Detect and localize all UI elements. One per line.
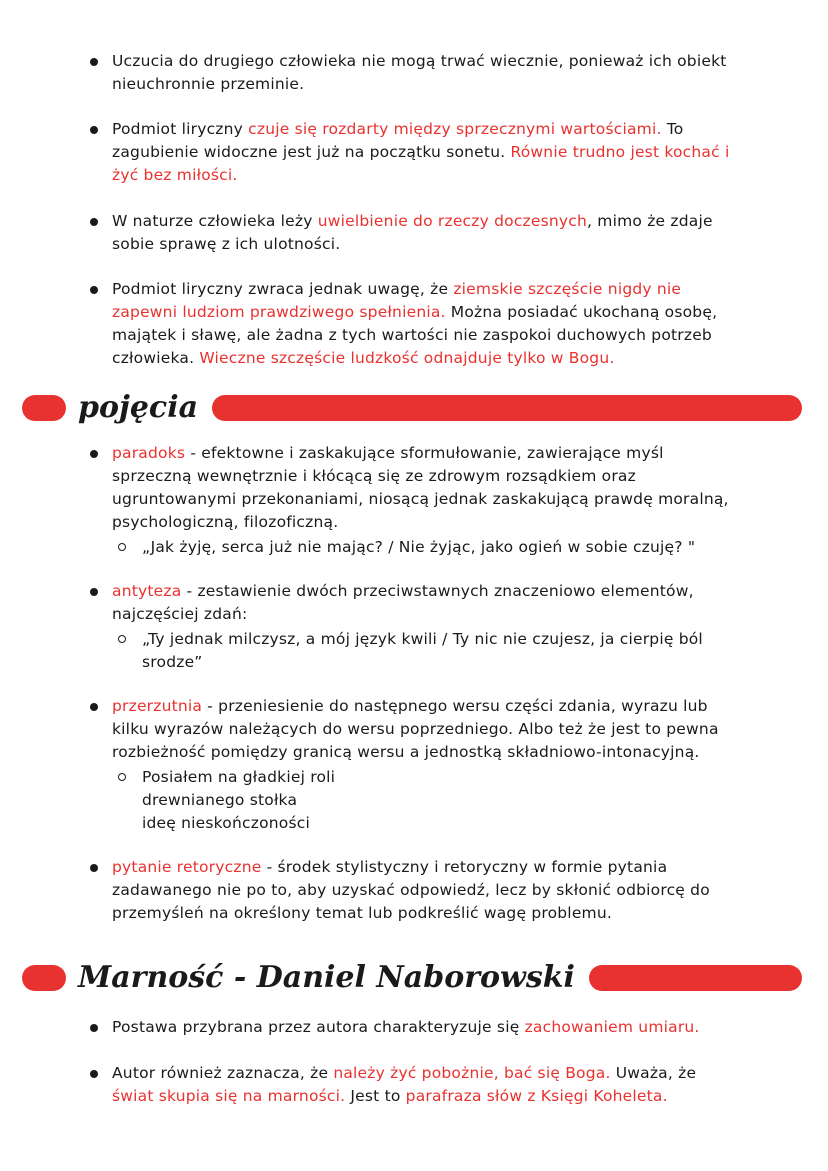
term-item	[90, 442, 738, 559]
term-name: paradoks	[112, 444, 186, 462]
term-item	[90, 580, 738, 674]
bullet-icon	[90, 286, 98, 294]
term-definition: antyteza - zestawienie dwóch przeciwstawnych znaczeniowo elementów, najczęściej zdań:	[112, 582, 694, 623]
bullet-icon	[90, 218, 98, 226]
circle-bullet-icon	[118, 773, 126, 781]
note-text: Autor również zaznacza, że należy żyć pobożnie, bać się Boga. Uważa, że świat skupia się na marności. Jest to parafraza słów z Księgi Koheleta.	[112, 1064, 697, 1105]
note-item	[90, 1016, 738, 1039]
bullet-icon	[90, 588, 98, 596]
term-definition: pytanie retoryczne - środek stylistyczny i retoryczny w formie pytania zadawanego nie po to, aby uzyskać odpowiedź, lecz by skłonić odbiorcę do przemyśleń na określony temat lub podkreślić wagę problemu.	[112, 858, 710, 922]
bullet-icon	[90, 864, 98, 872]
bullet-icon	[90, 1070, 98, 1078]
circle-bullet-icon	[118, 543, 126, 551]
bullet-icon	[90, 450, 98, 458]
heading-pill-decoration	[22, 395, 66, 421]
note-text: W naturze człowieka leży uwielbienie do rzeczy doczesnych, mimo że zdaje sobie sprawę z ich ulotności.	[112, 212, 713, 253]
note-item	[90, 1062, 738, 1108]
bullet-icon	[90, 1024, 98, 1032]
note-item	[90, 50, 738, 96]
bullet-icon	[90, 126, 98, 134]
term-item	[90, 695, 738, 835]
note-text: Podmiot liryczny czuje się rozdarty między sprzecznymi wartościami. To zagubienie widoczne jest już na początku sonetu. Równie trudno jest kochać i żyć bez miłości.	[112, 120, 730, 184]
circle-bullet-icon	[118, 635, 126, 643]
heading-bar-decoration	[212, 395, 802, 421]
bullet-icon	[90, 58, 98, 66]
example-quote: Posiałem na gładkiej roli drewnianego stołka ideę nieskończoności	[142, 766, 738, 835]
heading-title: Marność - Daniel Naborowski	[78, 960, 575, 995]
bullet-icon	[90, 703, 98, 711]
note-text: Uczucia do drugiego człowieka nie mogą trwać wiecznie, ponieważ ich obiekt nieuchronnie przeminie.	[112, 52, 727, 93]
note-item	[90, 118, 738, 187]
heading-bar-decoration	[589, 965, 802, 991]
term-item	[90, 856, 738, 925]
heading-pill-decoration	[22, 965, 66, 991]
term-definition: przerzutnia - przeniesienie do następnego wersu części zdania, wyrazu lub kilku wyrazów należących do wersu poprzedniego. Albo też że jest to pewna rozbieżność pomiędzy granicą wersu a jednostką składniowo-intonacyjną.	[112, 697, 719, 761]
term-name: antyteza	[112, 582, 182, 600]
section-heading-pojecia	[22, 390, 802, 425]
term-name: przerzutnia	[112, 697, 203, 715]
section-heading-marnosc	[22, 960, 802, 995]
term-name: pytanie retoryczne	[112, 858, 262, 876]
heading-title: pojęcia	[78, 390, 199, 425]
note-text: Podmiot liryczny zwraca jednak uwagę, że ziemskie szczęście nigdy nie zapewni ludziom prawdziwego spełnienia. Można posiadać ukochaną osobę, majątek i sławę, ale żadna z tych wartości nie zaspokoi duchowych potrzeb człowieka. Wieczne szczęście ludzkość odnajduje tylko w Bogu.	[112, 280, 718, 367]
note-item	[90, 210, 738, 256]
note-item	[90, 278, 738, 370]
term-definition: paradoks - efektowne i zaskakujące sformułowanie, zawierające myśl sprzeczną wewnętrznie i kłócącą się ze zdrowym rozsądkiem oraz ugruntowanymi przekonaniami, niosącą jednak zaskakującą prawdę moralną, psychologiczną, filozoficzną.	[112, 444, 729, 531]
note-text: Postawa przybrana przez autora charakteryzuje się zachowaniem umiaru.	[112, 1018, 700, 1036]
example-quote: „Jak żyję, serca już nie mając? / Nie żyjąc, jako ogień w sobie czuję? "	[142, 536, 738, 559]
example-quote: „Ty jednak milczysz, a mój język kwili / Ty nic nie czujesz, ja cierpię ból srodze”	[142, 628, 738, 674]
